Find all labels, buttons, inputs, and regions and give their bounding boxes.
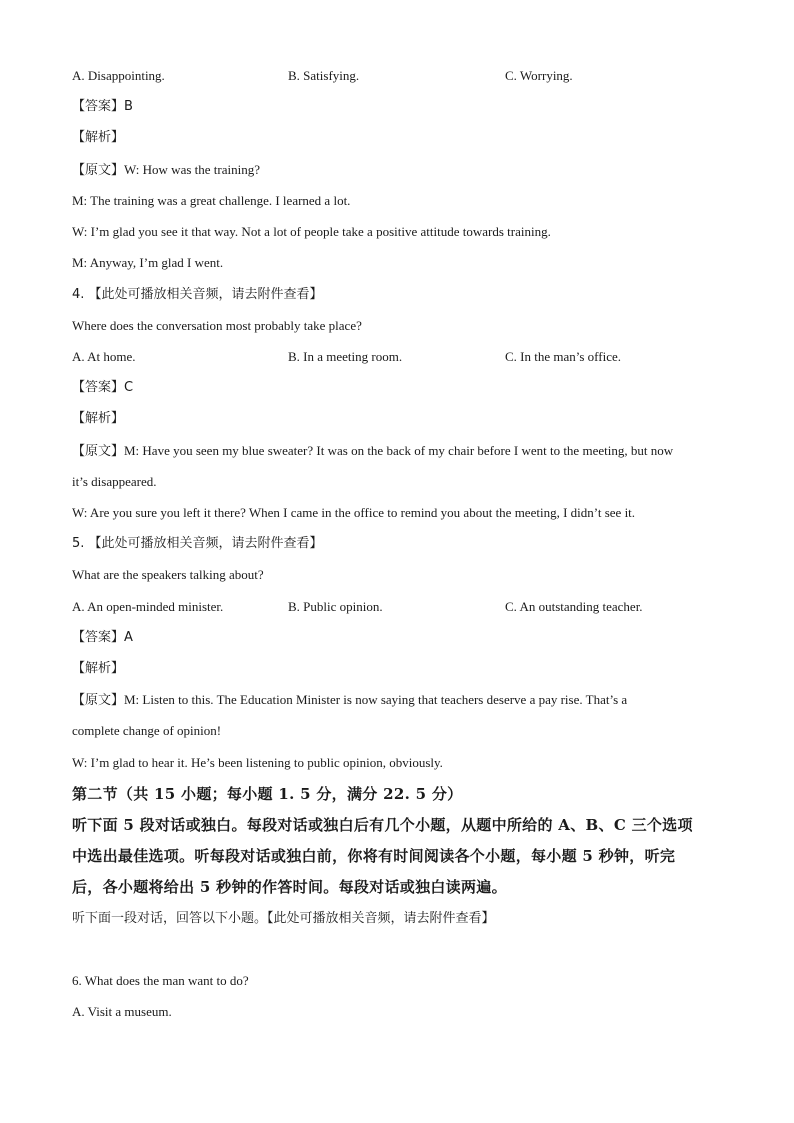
section2-instructions-line-1: 听下面 5 段对话或独白。每段对话或独白后有几个小题，从题中所给的 A、B、C 三个选项: [72, 816, 693, 834]
q3-answer: 【答案】B: [72, 99, 133, 114]
q5-analysis-label: 【解析】: [72, 661, 125, 676]
q4-options: [72, 348, 722, 366]
q5-transcript-line-2: complete change of opinion!: [72, 723, 222, 738]
q3-transcript-line-3: W: I’m glad you see it that way. Not a lot of people take a positive attitude towards training.: [72, 224, 551, 239]
q5-option-c[interactable]: C. An outstanding teacher.: [505, 599, 643, 614]
q5-option-a[interactable]: A. An open-minded minister.: [72, 599, 224, 614]
section2-title: 第二节（共 15 小题；每小题 1. 5 分，满分 22. 5 分）: [72, 785, 463, 803]
section2-instructions-line-2: 中选出最佳选项。听每段对话或独白前，你将有时间阅读各个小题，每小题 5 秒钟，听完: [72, 847, 676, 865]
q3-transcript-line-2: M: The training was a great challenge. I learned a lot.: [72, 193, 351, 208]
q4-option-b[interactable]: B. In a meeting room.: [288, 349, 403, 364]
q6-question: 6. What does the man want to do?: [72, 973, 249, 988]
q5-option-b[interactable]: B. Public opinion.: [288, 599, 383, 614]
section2-instructions-line-3: 后，各小题将给出 5 秒钟的作答时间。每段对话或独白读两遍。: [72, 878, 507, 896]
q6-option-a[interactable]: A. Visit a museum.: [72, 1004, 172, 1019]
q4-question: Where does the conversation most probably take place?: [72, 318, 362, 333]
q4-option-a[interactable]: A. At home.: [72, 349, 136, 364]
q4-analysis-label: 【解析】: [72, 411, 125, 426]
q5-transcript-line-1: 【原文】M: Listen to this. The Education Minister is now saying that teachers deserve a pay rise. That’s a: [72, 692, 628, 707]
q4-header: 4. 【此处可播放相关音频，请去附件查看】: [72, 287, 323, 302]
q5-answer: 【答案】A: [72, 630, 133, 645]
q4-option-c[interactable]: C. In the man’s office.: [505, 349, 622, 364]
q3-transcript-line-1: 【原文】W: How was the training?: [72, 162, 260, 177]
q4-answer: 【答案】C: [72, 380, 134, 395]
q3-option-a[interactable]: A. Disappointing.: [72, 68, 165, 83]
q5-transcript-line-3: W: I’m glad to hear it. He’s been listening to public opinion, obviously.: [72, 755, 443, 770]
q5-header: 5. 【此处可播放相关音频，请去附件查看】: [72, 536, 323, 551]
q4-transcript-line-3: W: Are you sure you left it there? When I came in the office to remind you about the meeting, I didn’t see it.: [72, 505, 636, 520]
q3-option-c[interactable]: C. Worrying.: [505, 68, 573, 83]
q5-question: What are the speakers talking about?: [72, 567, 264, 582]
q3-analysis-label: 【解析】: [72, 130, 125, 145]
q3-options: [72, 67, 722, 85]
q3-transcript-line-4: M: Anyway, I’m glad I went.: [72, 255, 224, 270]
q4-transcript-line-2: it’s disappeared.: [72, 474, 157, 489]
q5-options: [72, 598, 722, 616]
q3-option-b[interactable]: B. Satisfying.: [288, 68, 360, 83]
q4-transcript-line-1: 【原文】M: Have you seen my blue sweater? It was on the back of my chair before I went to the meeting, but now: [72, 443, 674, 458]
section2-listen-prompt: 听下面一段对话，回答以下小题。【此处可播放相关音频，请去附件查看】: [72, 911, 495, 926]
